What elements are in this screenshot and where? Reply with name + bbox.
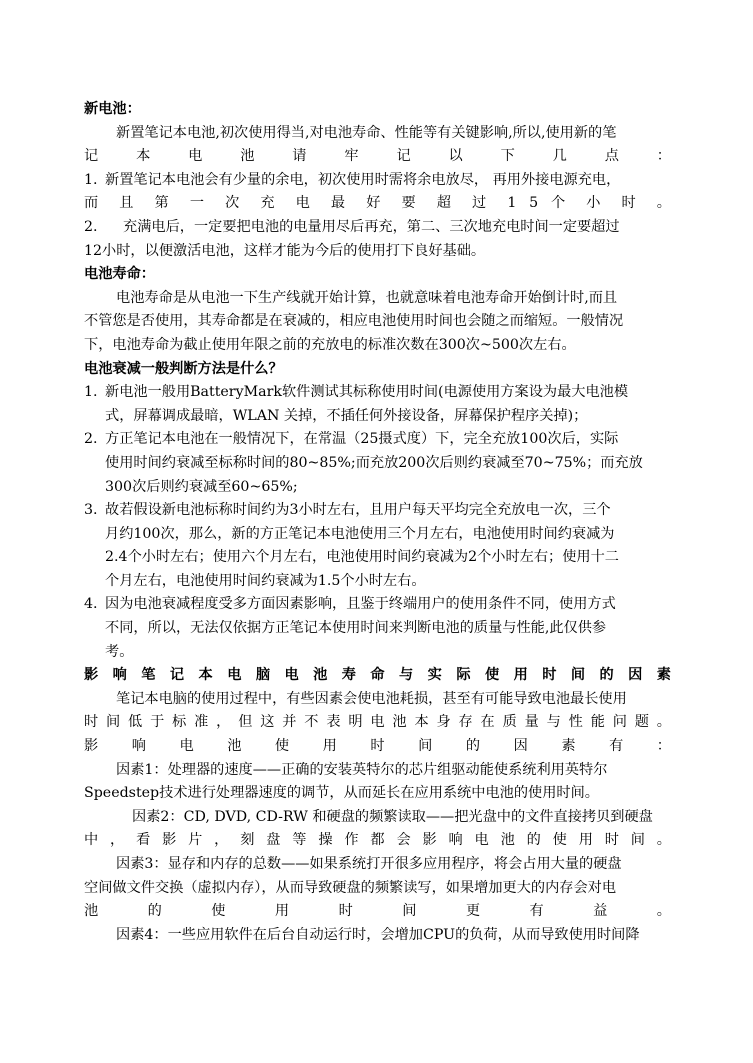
list-item-continuation: 使用时间约衰减至标称时间的80~85%;而充放200次后则约衰减至70~75%；而充放 (105, 454, 643, 471)
paragraph-line: 而 且 第 一 次 充 电 最 好 要 超 过 1 5 个 小 时 。 (84, 195, 671, 212)
list-number: 4. (84, 596, 98, 613)
list-item-continuation: 个月左右，电池使用时间约衰减为1.5个小时左右。 (105, 572, 426, 589)
list-item (84, 169, 671, 193)
list-item (84, 428, 671, 452)
heading-battery-life: 电池寿命： (84, 266, 155, 283)
document-body (84, 98, 671, 947)
paragraph-line: 12小时，以便激活电池，这样才能为今后的使用打下良好基础。 (84, 242, 486, 259)
heading-new-battery: 新电池： (84, 101, 141, 117)
list-item-text: 充满电后，一定要把电池的电量用尽后再充，第二、三次地充电时间一定要超过 (123, 218, 620, 235)
paragraph-line: 因素4：一些应用软件在后台自动运行时，会增加CPU的负荷，从而导致使用时间降 (116, 926, 640, 943)
list-item (84, 499, 671, 523)
list-item-text: 新电池一般用BatteryMark软件测试其标称使用时间(电源使用方案设为最大电池模 (105, 384, 629, 401)
list-item-continuation: 2.4个小时左右；使用六个月左右，电池使用时间约衰减为2个小时左右；使用十二 (105, 549, 619, 566)
list-number: 2. (84, 431, 98, 448)
paragraph-line: 影 响 电 池 使 用 时 间 的 因 素 有 ： (84, 738, 671, 755)
list-item (84, 216, 671, 240)
list-item-continuation: 300次后则约衰减至60~65%; (105, 478, 298, 495)
paragraph-line: 因素2：CD, DVD, CD-RW 和硬盘的频繁读取——把光盘中的文件直接拷贝到硬盘 (132, 808, 653, 825)
paragraph-line: 时 间 低 于 标 准 ， 但 这 并 不 表 明 电 池 本 身 存 在 质 量 与 性 能 问 题 。 (84, 714, 671, 731)
paragraph-line: 下，电池寿命为截止使用年限之前的充放电的标准次数在300次~500次左右。 (84, 336, 576, 353)
paragraph-line: 因素1：处理器的速度——正确的安装英特尔的芯片组驱动能使系统利用英特尔 (116, 761, 608, 778)
paragraph-line: 因素3：显存和内存的总数——如果系统打开很多应用程序，将会占用大量的硬盘 (116, 856, 622, 872)
paragraph-line: 笔记本电脑的使用过程中，有些因素会使电池耗损，甚至有可能导致电池最长使用 (116, 690, 627, 707)
list-item-continuation: 考。 (105, 643, 134, 660)
heading-factors: 影 响 笔 记 本 电 脑 电 池 寿 命 与 实 际 使 用 时 间 的 因 素 (84, 667, 671, 684)
list-item-continuation: 月约100次，那么，新的方正笔记本电池使用三个月左右，电池使用时间约衰减为 (105, 525, 615, 542)
list-item-continuation: 不同，所以，无法仅依据方正笔记本使用时间来判断电池的质量与性能,此仅供参 (105, 620, 607, 637)
paragraph-line: Speedstep技术进行处理器速度的调节，从而延长在应用系统中电池的使用时间。 (84, 785, 599, 802)
list-item-text: 方正笔记本电池在一般情况下，在常温（25摄式度）下，完全充放100次后，实际 (105, 431, 619, 448)
list-item-text: 因为电池衰减程度受多方面因素影响，且鉴于终端用户的使用条件不同，使用方式 (105, 596, 616, 613)
paragraph-line: 电池寿命是从电池一下生产线就开始计算，也就意味着电池寿命开始倒计时,而且 (116, 289, 618, 306)
list-number: 1. (84, 384, 98, 401)
list-number: 2. (84, 218, 98, 235)
paragraph-line: 池 的 使 用 时 间 更 有 益 。 (84, 903, 671, 920)
paragraph-line: 中 ， 看 影 片 ， 刻 盘 等 操 作 都 会 影 响 电 池 的 使 用 时 间 。 (84, 832, 671, 849)
list-item-text: 新置笔记本电池会有少量的余电，初次使用时需将余电放尽， 再用外接电源充电， (105, 171, 621, 188)
list-number: 1. (84, 171, 98, 188)
paragraph-line: 记 本 电 池 请 牢 记 以 下 几 点 ： (84, 148, 671, 165)
list-item-continuation: 式，屏幕调成最暗，WLAN 关掉，不插任何外接设备，屏幕保护程序关掉)； (105, 407, 588, 424)
heading-decay-judgement: 电池衰减一般判断方法是什么？ (84, 360, 283, 377)
paragraph-line: 不管您是否使用，其寿命都是在衰减的，相应电池使用时间也会随之而缩短。一般情况 (84, 313, 624, 330)
list-number: 3. (84, 502, 98, 519)
paragraph-line: 空间做文件交换（虚拟内存），从而导致硬盘的频繁读写，如果增加更大的内存会对电 (84, 879, 617, 896)
paragraph-line: 新置笔记本电池,初次使用得当,对电池寿命、性能等有关键影响,所以,使用新的笔 (116, 124, 617, 141)
list-item-text: 故若假设新电池标称时间约为3小时左右，且用户每天平均完全充放电一次，三个 (105, 502, 611, 519)
list-item (84, 381, 671, 405)
list-item (84, 593, 671, 617)
